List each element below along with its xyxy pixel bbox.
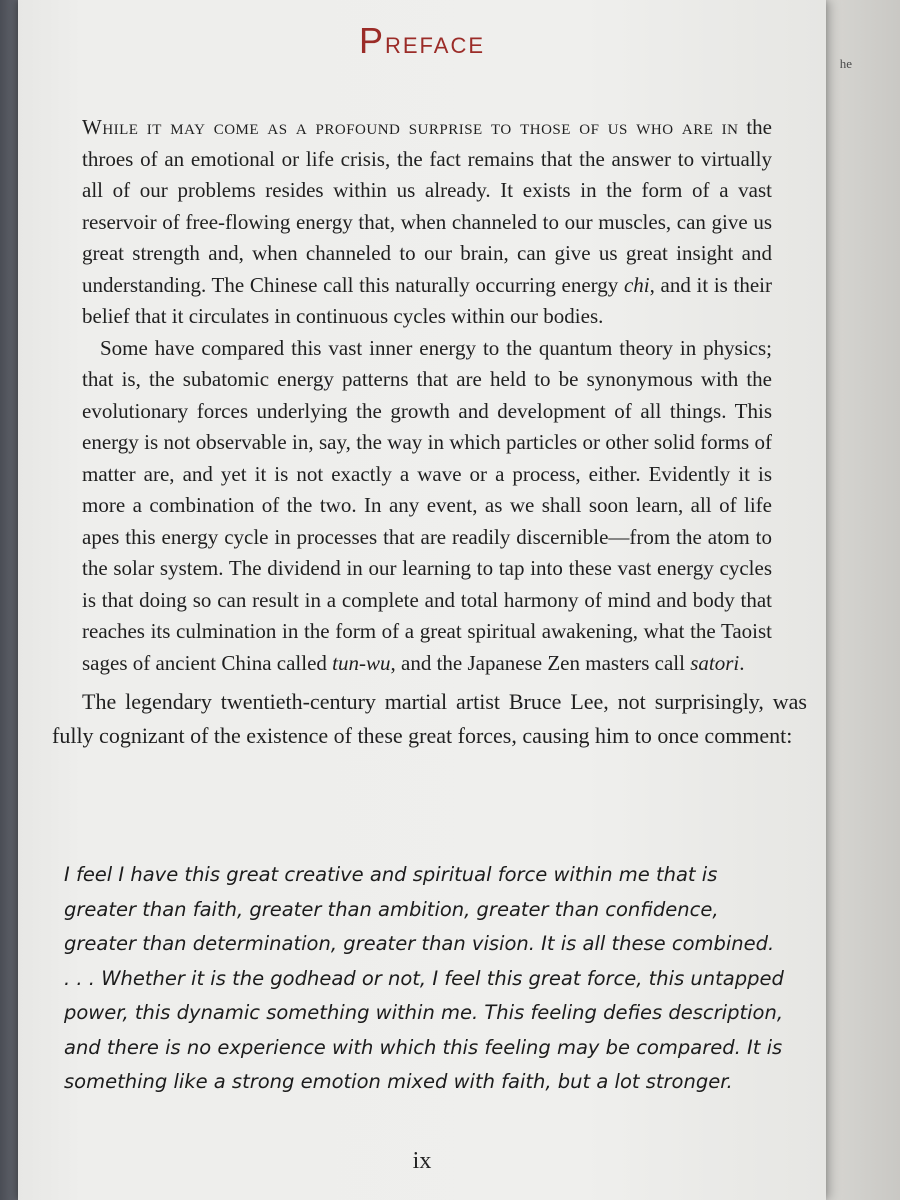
paragraph-1-text-a: the throes of an emotional or life crisis, the fact remains that the answer to virtually all of our problems resides within us already. It exists in the form of a vast reservoir of free-flowing energy that, when channeled to our muscles, can give us great strength and, when channeled to our brain, can give us great insight and understanding. The Chinese call this naturally occurring energy bbox=[82, 115, 772, 297]
paragraph-2-text-a: Some have compared this vast inner energy to the quantum theory in physics; that is, the subatomic energy patterns that are held to be synonymous with the evolutionary forces underlying the growth and development of all things. This energy is not observable in, say, the way in which particles or other solid forms of matter are, and yet it is not exactly a wave or a process, either. Evidently it is more a combination of the two. In any event, as we shall soon learn, all of life apes this energy cycle in processes that are readily discernible—from the atom to the solar system. The dividend in our learning to tap into these vast energy cycles is that doing so can result in a complete and total harmony of mind and body that reaches its culmination in the form of a great spiritual awakening, what the Taoist sages of ancient China called bbox=[82, 335, 772, 675]
chapter-title: Preface bbox=[358, 20, 486, 61]
paragraph-2-text-b: , and the Japanese Zen masters call bbox=[390, 650, 691, 675]
term-satori: satori bbox=[690, 650, 740, 675]
body-text bbox=[52, 112, 807, 753]
paragraph-2 bbox=[82, 333, 772, 680]
next-page-text-fragment: he bbox=[839, 56, 852, 71]
paragraph-3 bbox=[52, 685, 807, 753]
paragraph-1 bbox=[82, 112, 772, 333]
block-quote: I feel I have this great creative and spiritual force within me that is greater than faith, greater than ambition, greater than confidence, greater than determination, greater than vision. It is all these combined. . . . Whether it is the godhead or not, I feel this great force, this untapped power, this dynamic something within me. This feeling defies description, and there is no experience with which this feeling may be compared. It is something like a strong emotion mixed with faith, but a lot stronger. bbox=[64, 863, 784, 1093]
next-page-edge bbox=[820, 0, 900, 1200]
term-chi: chi bbox=[623, 272, 650, 297]
paragraph-1-lead: While it may come as a profound surprise to those of us who are in bbox=[82, 115, 739, 139]
page-number: ix bbox=[412, 1148, 432, 1174]
paragraph-1-text-b: , and it is their belief that it circulates in continuous cycles within our bodies. bbox=[82, 272, 772, 328]
term-tun-wu: tun-wu bbox=[332, 650, 391, 675]
book-page bbox=[18, 0, 826, 1200]
paragraph-3-text: The legendary twentieth-century martial artist Bruce Lee, not surprisingly, was fully cognizant of the existence of these great forces, causing him to once comment: bbox=[52, 689, 807, 748]
paragraph-2-text-c: . bbox=[739, 650, 745, 675]
